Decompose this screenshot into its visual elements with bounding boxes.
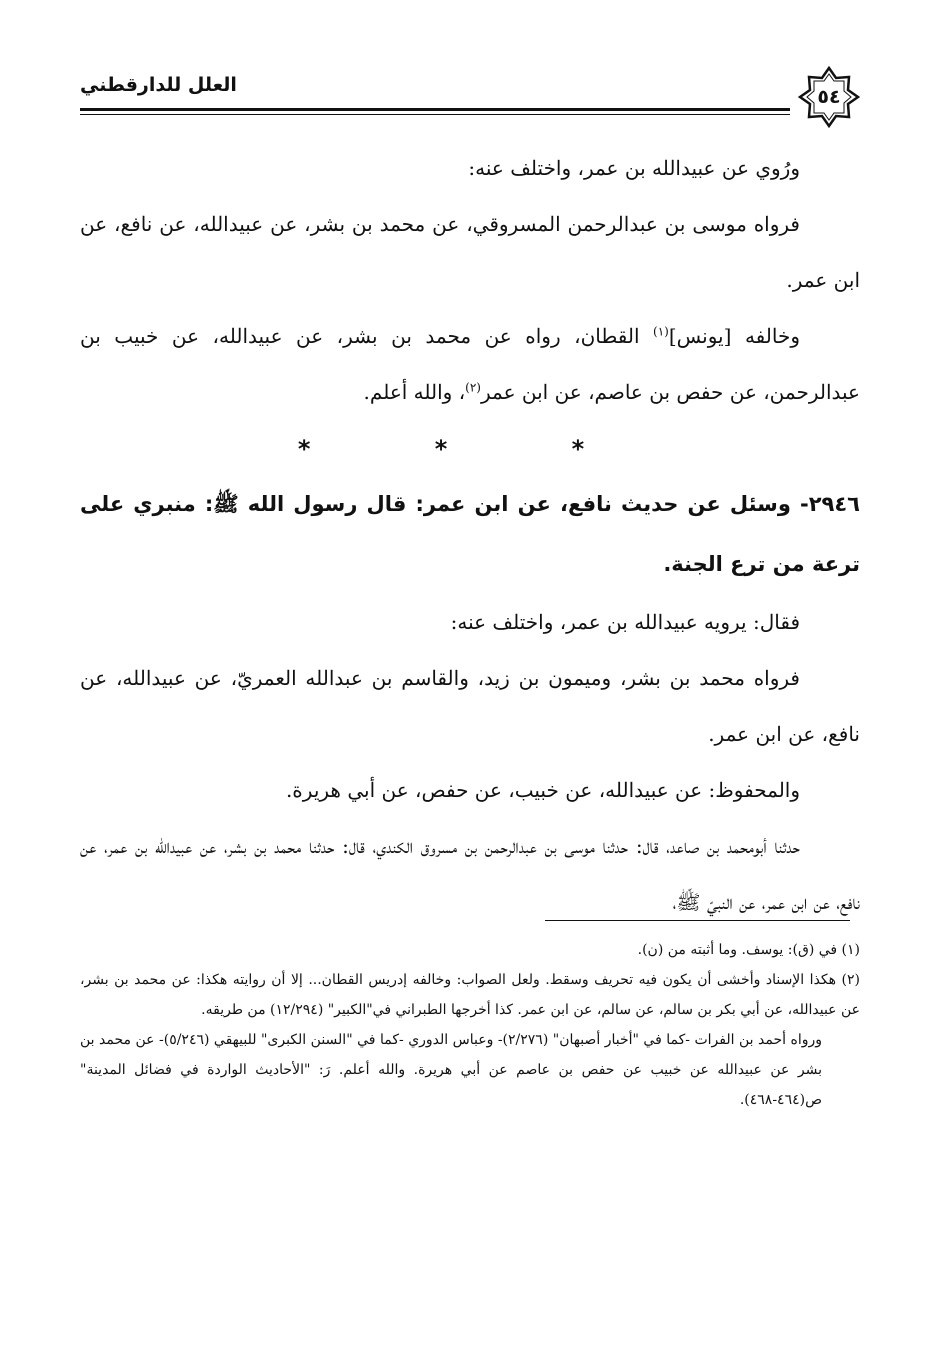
page-header	[80, 58, 860, 128]
paragraph: فقال: يرويه عبيدالله بن عمر، واختلف عنه:	[450, 610, 800, 634]
footnote-separator	[545, 920, 850, 921]
header-rule-thin	[80, 114, 790, 115]
paragraph-text: وخالفه [يونس]	[668, 324, 800, 348]
paragraph: حدثنا أبومحمد بن صاعد، قال: حدثنا موسى بن عبدالرحمن بن مسروق الكندي، قال: حدثنا محمد بن بشر، عن عبيدالله بن عمر، عن نافع، عن ابن عمر، عن النبيّ ﷺ،	[80, 834, 860, 914]
footnote: (٢) هكذا الإسناد وأخشى أن يكون فيه تحريف وسقط. ولعل الصواب: وخالفه إدريس القطان... إلا أن روايته هكذا: عن محمد بن بشر، عن عبيدالله، عن أبي بكر بن سالم، عن سالم، عن ابن عمر. كذا أخرجها الطبراني في"الكبير" (١٢/٢٩٤) من طريقه.	[80, 972, 860, 1018]
paragraph: فرواه موسى بن عبدالرحمن المسروقي، عن محمد بن بشر، عن عبيدالله، عن نافع، عن ابن عمر.	[80, 212, 860, 292]
footnote-continuation: ورواه أحمد بن الفرات -كما في "أخبار أصبهان" (٢/٢٧٦)- وعباس الدوري -كما في "السنن الكبرى" للبيهقي (٥/٢٤٦)- عن محمد بن بشر عن عبيدالله عن خبيب عن حفص بن عاصم عن أبي هريرة. والله أعلم. رَ: "الأحاديث الواردة في فضائل المدينة" ص(٤٦٤-٤٦٨).	[80, 1032, 822, 1108]
footnotes	[80, 935, 860, 1115]
footnote-marker: (١)	[653, 324, 669, 339]
footnote-marker: (٢)	[465, 380, 481, 395]
paragraph: فرواه محمد بن بشر، وميمون بن زيد، والقاسم بن عبدالله العمريّ، عن عبيدالله، عن نافع، عن ابن عمر.	[80, 666, 860, 746]
main-text	[80, 140, 860, 930]
paragraph: والمحفوظ: عن عبيدالله، عن خبيب، عن حفص، عن أبي هريرة.	[285, 778, 800, 802]
paragraph: ورُوي عن عبيدالله بن عمر، واختلف عنه:	[468, 156, 800, 180]
book-title: العلل للدارقطني	[80, 74, 237, 96]
paragraph-text: القطان، رواه عن محمد بن بشر، عن عبيدالله، عن خبيب بن عبدالرحمن، عن حفص بن عاصم، عن ابن عمر	[80, 324, 860, 404]
paragraph	[80, 308, 860, 420]
footnote: (١) في (ق): يوسف. وما أثبته من (ن).	[637, 942, 860, 958]
paragraph-text: ، والله أعلم.	[363, 380, 466, 404]
hadith-heading: ٢٩٤٦- وسئل عن حديث نافع، عن ابن عمر: قال رسول الله ﷺ: منبري على ترعة من ترع الجنة.	[80, 492, 860, 576]
header-rule-thick	[80, 108, 790, 111]
section-separator: * * *	[297, 435, 643, 463]
page-number: ٥٤	[817, 86, 841, 108]
